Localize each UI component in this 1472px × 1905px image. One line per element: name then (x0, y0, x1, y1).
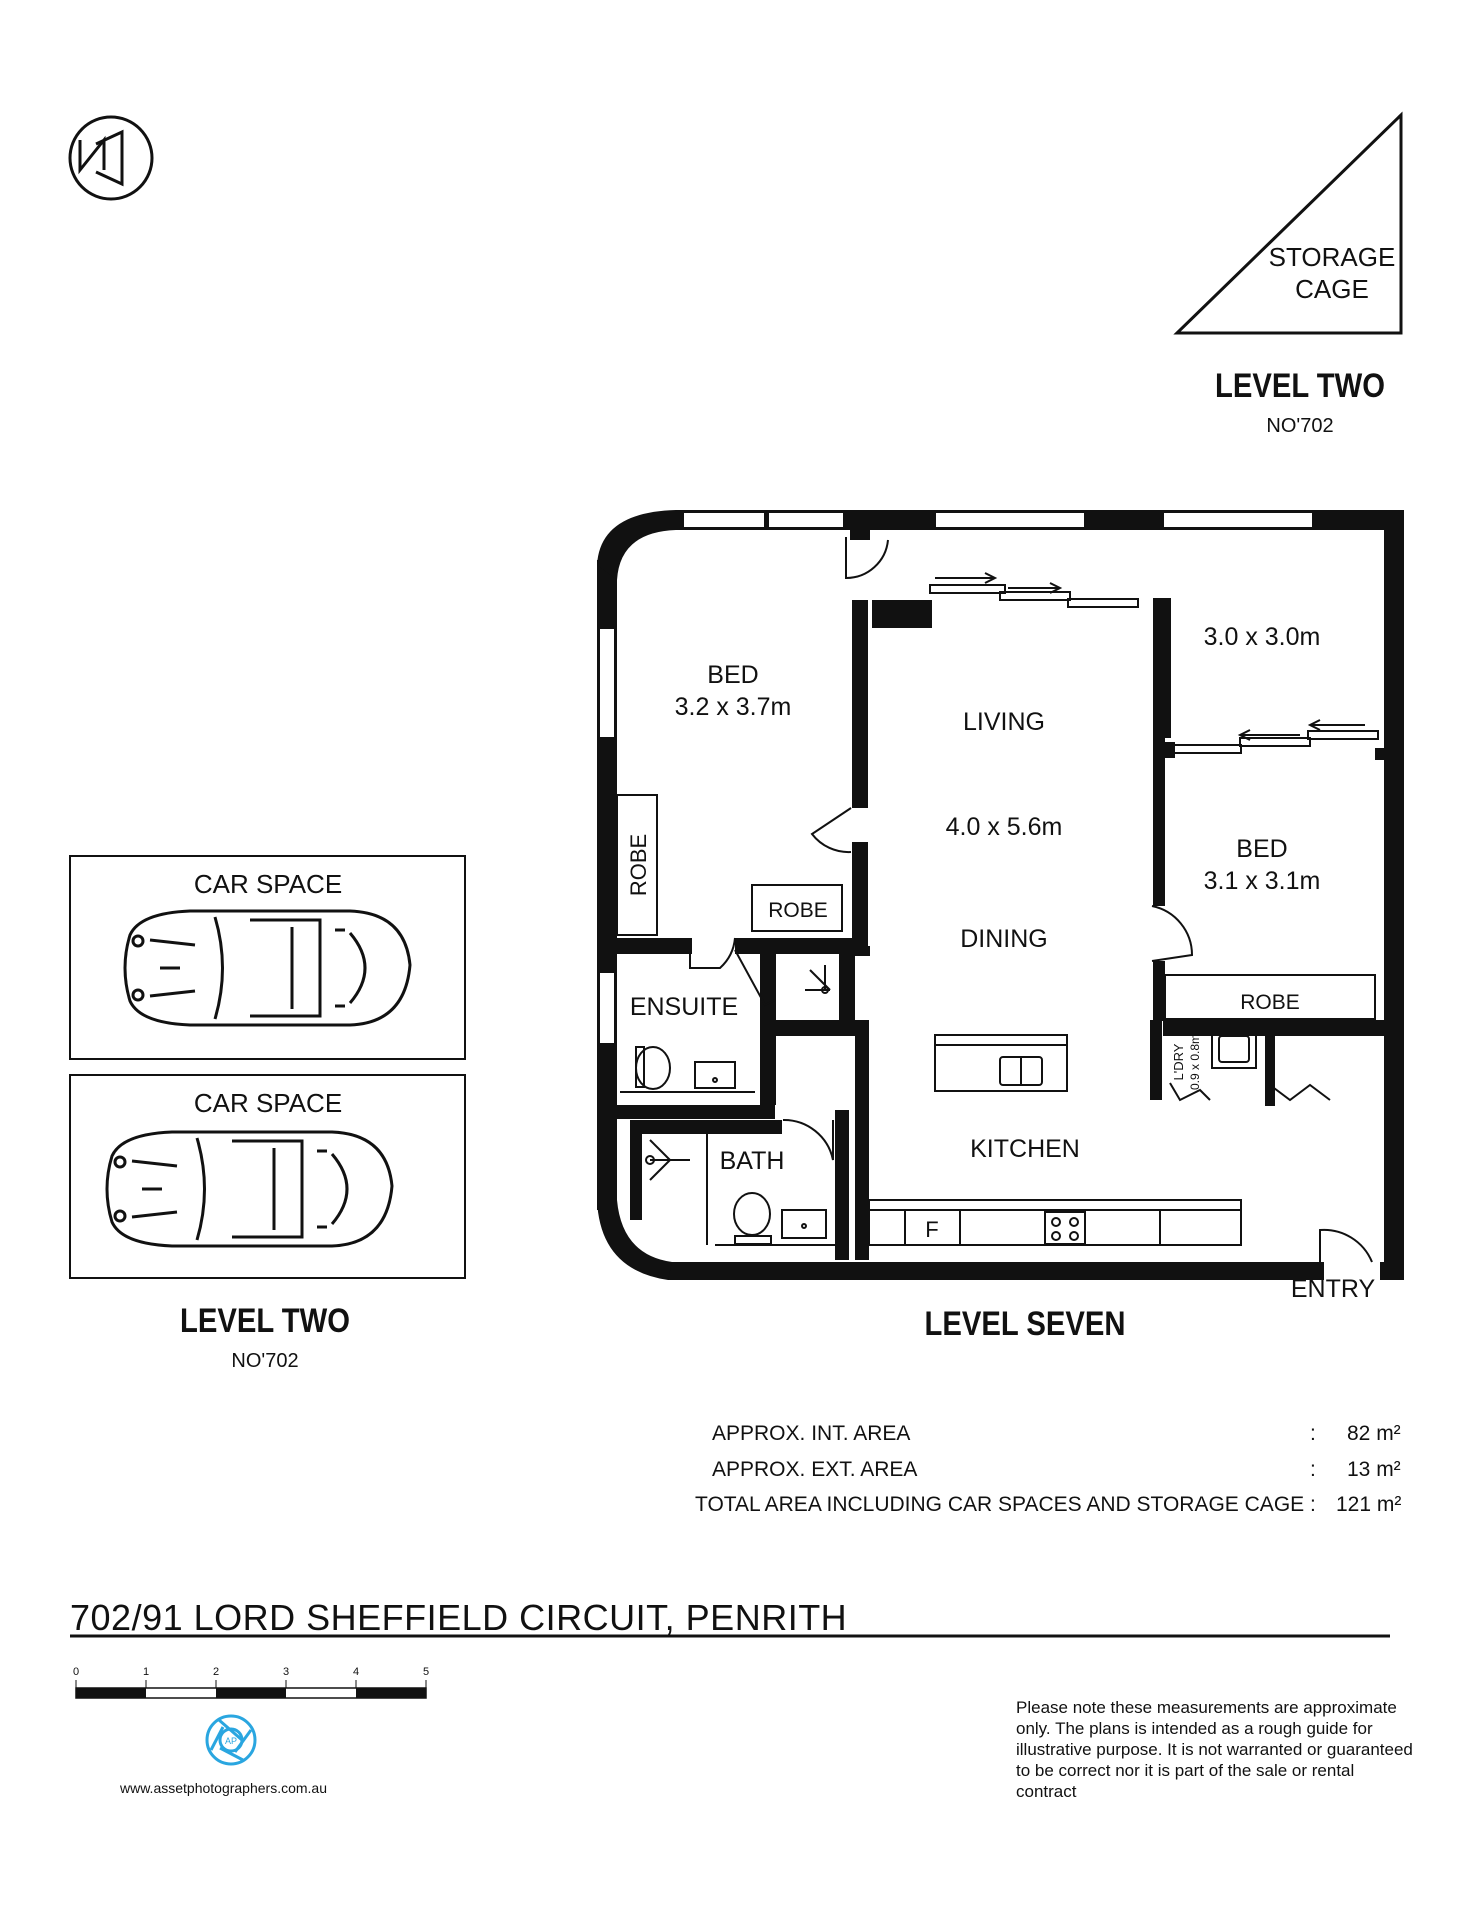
cooktop-icon (1045, 1212, 1085, 1244)
bed2-label: BED (1236, 835, 1288, 863)
sliding-door-bed2 (1171, 720, 1378, 753)
area-sep-int: : (1310, 1422, 1316, 1445)
living-label: LIVING (963, 708, 1045, 736)
scale-tick-3: 3 (282, 1666, 290, 1678)
car-number: NO'702 (231, 1350, 299, 1372)
ensuite-label: ENSUITE (629, 993, 739, 1021)
disclaimer-text: Please note these measurements are approximate only. The plans is intended as a rough guide for illustrative purpose. It is not warranted or guaranteed to be correct nor it is part of the sale or rental contract (1016, 1698, 1413, 1801)
windows (599, 512, 1313, 1044)
shower-icon (646, 1140, 690, 1180)
car-top-view-icon (107, 1132, 392, 1246)
laundry-label: L'DRY (1171, 1043, 1186, 1081)
area-sep-ext: : (1310, 1458, 1316, 1481)
level-seven-heading: LEVEL SEVEN (924, 1305, 1126, 1343)
toilet-icon (734, 1193, 770, 1235)
scale-tick-1: 1 (142, 1666, 150, 1678)
laundry-size-label: 0.9 x 0.8m (1188, 1033, 1202, 1091)
area-label: APPROX. INT. AREA (712, 1422, 911, 1445)
area-row-int (712, 1422, 910, 1446)
area-sep-total: : (1310, 1493, 1316, 1516)
living-size-label: 4.0 x 5.6m (945, 813, 1063, 841)
area-value-int: 82 m² (1347, 1422, 1401, 1445)
property-address: 702/91 LORD SHEFFIELD CIRCUIT, PENRITH (70, 1597, 848, 1638)
car-space-1-label: CAR SPACE (193, 869, 343, 899)
car-space-2-label: CAR SPACE (193, 1088, 343, 1118)
bath-label: BATH (719, 1147, 785, 1175)
camera-aperture-logo-icon (207, 1716, 255, 1764)
sliding-door-living (930, 573, 1138, 607)
area-row-ext (712, 1458, 917, 1482)
balcony-size-label: 3.0 x 3.0m (1203, 623, 1321, 651)
fridge-label: F (925, 1217, 939, 1242)
area-label: APPROX. EXT. AREA (712, 1458, 918, 1481)
car-top-view-icon (125, 911, 410, 1025)
shower-icon (805, 965, 830, 993)
entry-label: ENTRY (1290, 1275, 1376, 1303)
bed1-size-label: 3.2 x 3.7m (674, 693, 792, 721)
storage-cage-label-1: STORAGE (1268, 242, 1396, 272)
scale-bar (73, 1666, 429, 1698)
toilet-icon (636, 1047, 670, 1089)
website-url: www.assetphotographers.com.au (120, 1780, 327, 1796)
scale-tick-0: 0 (72, 1666, 80, 1678)
bed1-label: BED (707, 661, 759, 689)
scale-tick-4: 4 (352, 1666, 360, 1678)
sink-icon (695, 1062, 735, 1088)
scale-tick-5: 5 (422, 1666, 430, 1678)
kitchen-label: KITCHEN (970, 1135, 1080, 1163)
robe-bed1-label: ROBE (768, 899, 828, 922)
dining-label: DINING (960, 925, 1048, 953)
wall-corner-top-left (597, 510, 676, 580)
area-label: TOTAL AREA INCLUDING CAR SPACES AND STORAGE CAGE (695, 1493, 1305, 1516)
scale-tick-2: 2 (212, 1666, 220, 1678)
car-level-heading: LEVEL TWO (179, 1302, 351, 1340)
bed2-size-label: 3.1 x 3.1m (1203, 867, 1321, 895)
storage-cage-label-2: CAGE (1295, 274, 1369, 304)
logo-text: AP (224, 1736, 238, 1746)
storage-level-heading: LEVEL TWO (1214, 367, 1386, 405)
robe-bed2-label: ROBE (1240, 991, 1300, 1014)
robe-vertical-label: ROBE (626, 833, 651, 897)
compass-north-icon (70, 117, 152, 199)
area-value-total: 121 m² (1336, 1493, 1402, 1516)
area-row-total (695, 1493, 1304, 1517)
area-value-ext: 13 m² (1347, 1458, 1401, 1481)
storage-number: NO'702 (1266, 415, 1334, 437)
